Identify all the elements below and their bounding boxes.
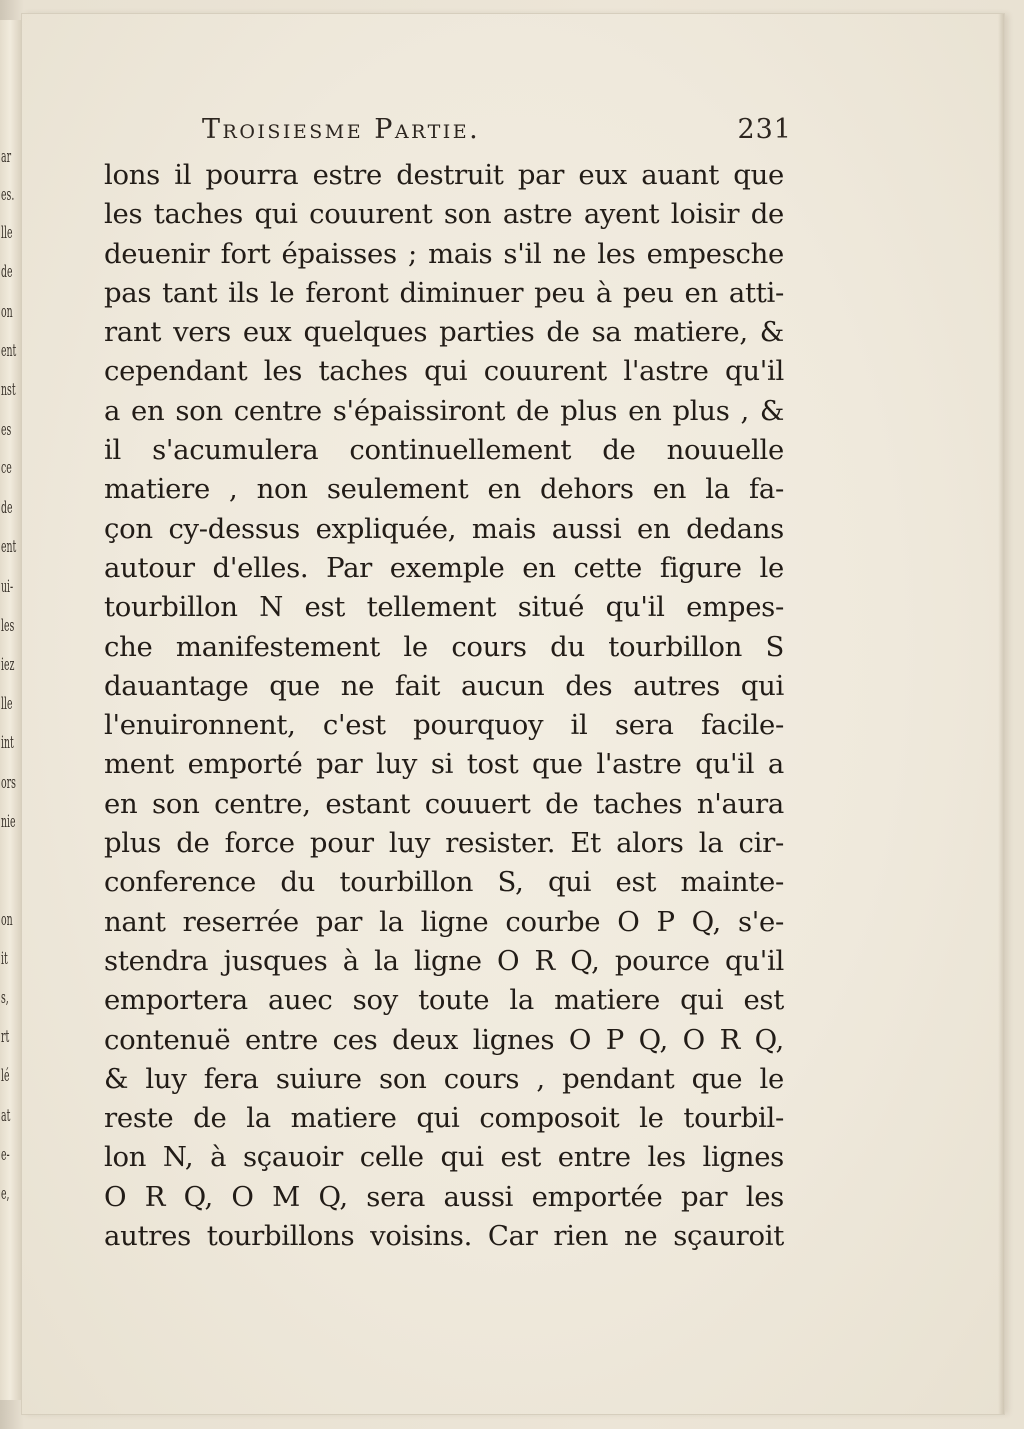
text-line: contenuë entre ces deux lignes O P Q, O R Q, bbox=[104, 1023, 784, 1056]
text-line: stendra jusques à la ligne O R Q, pource qu'il bbox=[104, 944, 784, 977]
margin-fragment: es. bbox=[1, 185, 15, 205]
text-line: autour d'elles. Par exemple en cette figure le bbox=[104, 551, 784, 584]
margin-fragment: lle bbox=[1, 223, 13, 243]
margin-fragment: ent bbox=[1, 341, 17, 361]
body-text bbox=[104, 156, 784, 1256]
text-line: nant reserrée par la ligne courbe O P Q, s'e- bbox=[104, 905, 784, 938]
text-line: plus de force pour luy resister. Et alors la cir- bbox=[104, 827, 784, 860]
text-line: lon N, à sçauoir celle qui est entre les lignes bbox=[104, 1141, 784, 1174]
margin-fragment: s, bbox=[1, 988, 9, 1008]
margin-fragment: iez bbox=[1, 655, 15, 675]
text-line: rant vers eux quelques parties de sa matiere, & bbox=[104, 316, 784, 349]
page-number: 231 bbox=[737, 114, 792, 145]
text-line: conference du tourbillon S, qui est mainte- bbox=[104, 866, 784, 899]
running-head: Troisiesme Partie. bbox=[202, 114, 481, 145]
margin-fragment: int bbox=[1, 733, 14, 753]
margin-fragment: ce bbox=[1, 458, 12, 478]
margin-fragment: on bbox=[1, 302, 13, 322]
margin-fragment: ors bbox=[1, 773, 16, 793]
margin-fragment: les bbox=[1, 616, 15, 636]
text-line: a en son centre s'épaissiront de plus en plus , & bbox=[104, 394, 784, 427]
text-line: reste de la matiere qui composoit le tourbil- bbox=[104, 1102, 784, 1135]
margin-fragment: de bbox=[1, 498, 13, 518]
text-line: deuenir fort épaisses ; mais s'il ne les empesche bbox=[104, 237, 784, 270]
margin-fragment: e, bbox=[1, 1184, 10, 1204]
margin-fragment: it bbox=[1, 949, 8, 969]
text-line: che manifestement le cours du tourbillon S bbox=[104, 630, 784, 663]
text-line: ment emporté par luy si tost que l'astre qu'il a bbox=[104, 748, 784, 781]
margin-fragment: ent bbox=[1, 537, 17, 557]
margin-fragment: es bbox=[1, 420, 12, 440]
book-page bbox=[22, 14, 1004, 1414]
margin-fragment: de bbox=[1, 262, 13, 282]
text-line: autres tourbillons voisins. Car rien ne sçauroit bbox=[104, 1220, 784, 1253]
margin-fragment: nst bbox=[1, 380, 16, 400]
margin-fragment: on bbox=[1, 910, 13, 930]
text-line: dauantage que ne fait aucun des autres qui bbox=[104, 669, 784, 702]
text-line: l'enuironnent, c'est pourquoy il sera facile- bbox=[104, 709, 784, 742]
margin-fragment: rt bbox=[1, 1027, 10, 1047]
text-line: en son centre, estant couuert de taches n'aura bbox=[104, 787, 784, 820]
margin-fragment: lle bbox=[1, 694, 13, 714]
page-header bbox=[202, 114, 792, 154]
margin-fragment: lé bbox=[1, 1066, 10, 1086]
margin-fragment: ui- bbox=[1, 577, 14, 597]
text-line: O R Q, O M Q, sera aussi emportée par les bbox=[104, 1180, 784, 1213]
text-line: cependant les taches qui couurent l'astre qu'il bbox=[104, 355, 784, 388]
margin-fragment: nie bbox=[1, 812, 16, 832]
text-line: & luy fera suiure son cours , pendant que le bbox=[104, 1062, 784, 1095]
margin-fragment: ar bbox=[1, 147, 12, 167]
text-line: tourbillon N est tellement situé qu'il empes- bbox=[104, 591, 784, 624]
text-line: matiere , non seulement en dehors en la fa- bbox=[104, 473, 784, 506]
margin-fragment: e- bbox=[1, 1145, 10, 1165]
text-line: pas tant ils le feront diminuer peu à peu en atti- bbox=[104, 276, 784, 309]
adjacent-page-edge bbox=[0, 20, 22, 1400]
text-line: lons il pourra estre destruit par eux auant que bbox=[104, 159, 784, 191]
text-line: il s'acumulera continuellement de nouuelle bbox=[104, 434, 784, 467]
text-line: les taches qui couurent son astre ayent loisir de bbox=[104, 198, 784, 231]
text-line: emportera auec soy toute la matiere qui est bbox=[104, 984, 784, 1017]
margin-fragment: at bbox=[1, 1106, 11, 1126]
text-line: çon cy-dessus expliquée, mais aussi en dedans bbox=[104, 512, 784, 545]
